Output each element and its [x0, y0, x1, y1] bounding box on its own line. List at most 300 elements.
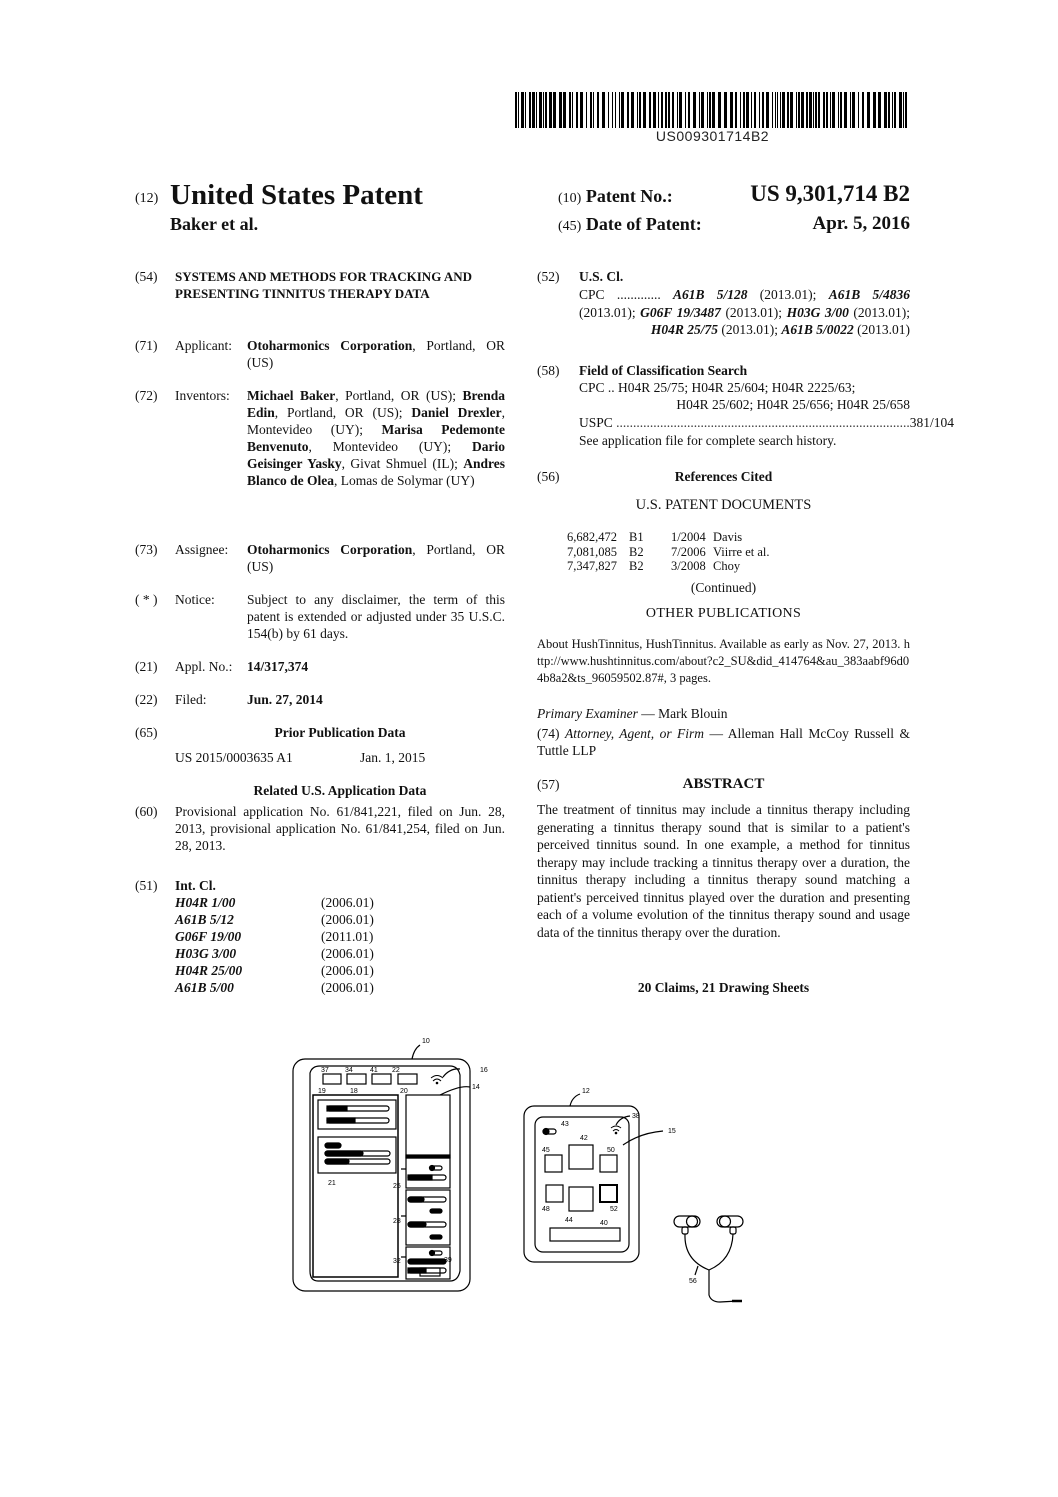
- appl-no-value: 14/317,374: [247, 659, 309, 674]
- field-label: Filed:: [175, 692, 207, 707]
- barcode-bar: [751, 92, 752, 128]
- field-code: (57): [537, 777, 560, 792]
- barcode-bar: [549, 92, 552, 128]
- continued-label: (Continued): [690, 580, 757, 595]
- int-cl-class: H04R 1/00: [175, 895, 236, 910]
- barcode-bar: [608, 92, 609, 128]
- patent-date-row: [558, 214, 910, 235]
- assignee-name: Otoharmonics Corporation: [247, 542, 413, 557]
- examiner-name: — Mark Blouin: [641, 706, 728, 721]
- barcode-bar: [801, 92, 804, 128]
- ref-numeral: 32: [393, 1258, 401, 1265]
- ref-name: Davis: [713, 530, 743, 544]
- int-cl-row: [175, 911, 475, 928]
- int-cl-class: H04R 25/00: [175, 963, 243, 978]
- field-applicant: [135, 337, 505, 371]
- barcode-bar: [892, 92, 893, 128]
- barcode-bar: [679, 92, 682, 128]
- barcode-bar: [724, 92, 727, 128]
- slider-fill: [408, 1268, 426, 1273]
- toggle: [430, 1235, 442, 1239]
- ref-numeral: 41: [370, 1067, 378, 1074]
- field-prior-pub: [135, 724, 505, 768]
- leader-line: [695, 1266, 698, 1275]
- patent-date-code: (45): [558, 219, 582, 234]
- int-cl-version: (2011.01): [321, 929, 374, 944]
- field-code: ( * ): [135, 592, 158, 607]
- barcode-bar: [712, 92, 715, 128]
- barcode-bar: [809, 92, 812, 128]
- barcode-bar: [830, 92, 831, 128]
- barcode-bar: [782, 92, 785, 128]
- us-docs-heading: U.S. PATENT DOCUMENTS: [635, 497, 812, 513]
- reference-row: [567, 544, 867, 559]
- int-cl-table: [175, 894, 475, 996]
- barcode-bar: [576, 92, 578, 128]
- ref-number: 7,081,085: [567, 544, 617, 559]
- barcode-bar: [665, 92, 667, 128]
- bar-40: [550, 1228, 620, 1241]
- representative-drawing: [280, 1025, 770, 1295]
- ref-kind: B2: [629, 544, 644, 559]
- barcode-bar: [597, 92, 599, 128]
- barcode-bar: [693, 92, 696, 128]
- inventor-name: Marisa Pedemonte Benvenuto: [247, 422, 505, 454]
- barcode-bar: [873, 92, 876, 128]
- field-code: (73): [135, 542, 158, 557]
- barcode-bar: [631, 92, 634, 128]
- field-code: (21): [135, 659, 158, 674]
- ref-date: 1/2004: [671, 530, 706, 544]
- other-publications-heading: OTHER PUBLICATIONS: [645, 606, 802, 621]
- icon-box-44: [569, 1187, 593, 1211]
- leader-line: [401, 1169, 406, 1257]
- references-heading: References Cited: [674, 469, 773, 484]
- ref-numeral: 56: [689, 1278, 697, 1285]
- barcode-bar: [862, 92, 864, 128]
- applicant-name: Otoharmonics Corporation: [247, 338, 413, 353]
- ref-numeral: 48: [542, 1206, 550, 1213]
- inventor-location: , Portland, OR (US);: [274, 405, 403, 420]
- inventor-location: , Montevideo (UY);: [308, 439, 452, 454]
- barcode-bar: [743, 92, 745, 128]
- tablet-device: [293, 1038, 488, 1291]
- examiner-row: [537, 705, 910, 722]
- barcode-bar: [543, 92, 544, 128]
- tablet-button-22: [398, 1074, 417, 1084]
- barcode-bar: [615, 92, 616, 128]
- int-cl-class: G06F 19/00: [175, 929, 242, 944]
- field-inventors: [135, 387, 505, 523]
- field-code: (72): [135, 388, 158, 403]
- barcode-bar: [668, 92, 670, 128]
- field-label: Applicant:: [175, 338, 232, 353]
- slider-fill: [325, 1143, 341, 1148]
- cpc-version: (2013.01);: [759, 287, 817, 302]
- ref-numeral: 44: [565, 1217, 573, 1224]
- barcode-bar: [894, 92, 896, 128]
- cpc-version: (2013.01): [857, 322, 910, 337]
- ref-numeral: 20: [400, 1088, 408, 1095]
- field-code: (56): [537, 469, 560, 484]
- barcode-bar: [529, 92, 531, 128]
- cpc-class: A61B 5/0022: [781, 322, 854, 337]
- field-int-cl: [135, 877, 505, 997]
- barcode-bar: [532, 92, 535, 128]
- ref-numeral: 43: [561, 1121, 569, 1128]
- field-code: (54): [135, 269, 158, 284]
- int-cl-version: (2006.01): [321, 963, 374, 978]
- patent-date: Apr. 5, 2016: [812, 213, 910, 234]
- field-code: (60): [135, 804, 158, 819]
- assignee-value: [247, 541, 505, 575]
- ref-number: 6,682,472: [567, 530, 617, 544]
- cpc-class: A61B 5/4836: [828, 287, 910, 302]
- ref-numeral: 12: [582, 1088, 590, 1095]
- barcode-bar: [563, 92, 566, 128]
- barcode-bar: [735, 92, 737, 128]
- claims-summary: 20 Claims, 21 Drawing Sheets: [637, 980, 810, 995]
- field-code: (65): [135, 725, 158, 740]
- barcode-bar: [602, 92, 605, 128]
- barcode-bar: [766, 92, 769, 128]
- abstract-text: The treatment of tinnitus may include a tinnitus therapy including generating a tinnitus therapy sound that is similar to a patient's perceived tinnitus sound. In one example, a method for tinnitus therapy may include tracking a tinnitus therapy over a duration, the tinnitus therapy including a tinnitus therapy sound matching a patient's perceived tinnitus played over the duration and presenting each of a volume evolution of the tinnitus therapy sound and usage data of the tinnitus therapy over the duration.: [537, 802, 910, 940]
- barcode-bar: [746, 92, 749, 128]
- barcode-bar: [730, 92, 733, 128]
- slider-fill: [408, 1222, 426, 1227]
- notice-text: Subject to any disclaimer, the term of this patent is extended or adjusted under 35 U.S.C. 154(b) by 61 days.: [247, 592, 505, 641]
- barcode-bar: [677, 92, 678, 128]
- barcode-bar: [832, 92, 835, 128]
- ref-numeral: 34: [345, 1067, 353, 1074]
- field-code: (58): [537, 363, 560, 378]
- related-text: Provisional application No. 61/841,221, filed on Jun. 28, 2013, provisional application No. 61/841,254, filed on Jun. 28, 2013.: [175, 804, 505, 853]
- inventor-name: Brenda Edin: [247, 388, 505, 420]
- barcode-bar: [790, 92, 793, 128]
- barcode-bar: [850, 92, 851, 128]
- barcode-bar: [878, 92, 881, 128]
- invention-title: SYSTEMS AND METHODS FOR TRACKING AND PRESENTING TINNITUS THERAPY DATA: [175, 269, 473, 301]
- slider-fill: [408, 1259, 446, 1264]
- int-cl-row: [175, 979, 475, 996]
- barcode-bar: [826, 92, 828, 128]
- int-cl-version: (2006.01): [321, 895, 374, 910]
- field-code: (52): [537, 269, 560, 284]
- inventor-location: , Montevideo (UY);: [247, 405, 505, 437]
- int-cl-row: [175, 945, 475, 962]
- inventor-name: Dario Geisinger Yasky: [247, 439, 505, 471]
- barcode-bar: [718, 92, 721, 128]
- ref-numeral: 19: [318, 1088, 326, 1095]
- ref-numeral: 18: [350, 1088, 358, 1095]
- prior-pub-heading: Prior Publication Data: [274, 725, 406, 740]
- earphone-cable: [709, 1270, 738, 1302]
- int-cl-version: (2006.01): [321, 912, 374, 927]
- inventor-name: Daniel Drexler: [411, 405, 502, 420]
- cpc-class: H03G 3/00: [786, 304, 849, 320]
- barcode-bar: [621, 92, 624, 128]
- barcode-bar: [840, 92, 842, 128]
- ref-date: 3/2008: [671, 559, 706, 573]
- applicant-location: , Portland, OR (US): [247, 338, 505, 370]
- barcode-bar: [905, 92, 907, 128]
- patent-number-label: Patent No.:: [585, 186, 673, 206]
- kind-code: (12): [135, 191, 159, 206]
- barcode-bar: [759, 92, 760, 128]
- uspc-label: USPC: [579, 415, 613, 430]
- slider-fill: [325, 1159, 349, 1164]
- icon-box-48: [546, 1185, 563, 1202]
- barcode-bar: [580, 92, 583, 128]
- barcode-bar: [515, 92, 517, 128]
- barcode-bar: [775, 92, 776, 128]
- wifi-icon: [611, 1126, 621, 1134]
- barcode-number: US009301714B2: [655, 128, 770, 144]
- barcode-bar: [709, 92, 711, 128]
- leader-line: [570, 1094, 580, 1106]
- barcode-bar: [815, 92, 817, 128]
- barcode-bar: [612, 92, 613, 128]
- barcode-bar: [661, 92, 663, 128]
- barcode-bar: [572, 92, 573, 128]
- barcode-bar: [536, 92, 537, 128]
- barcode-bar: [806, 92, 808, 128]
- barcode-bar: [639, 92, 641, 128]
- barcode-bar: [545, 92, 547, 128]
- field-code: (74): [537, 726, 560, 741]
- barcode-bar: [701, 92, 704, 128]
- tablet-button-37: [323, 1074, 341, 1084]
- us-cl-heading: U.S. Cl.: [579, 269, 624, 284]
- int-cl-class: A61B 5/12: [175, 912, 234, 927]
- us-docs-table: [567, 529, 867, 573]
- int-cl-class: A61B 5/00: [175, 980, 234, 995]
- reference-row: [567, 529, 867, 544]
- patent-number-code: (10): [558, 191, 582, 206]
- barcode-bar: [627, 92, 629, 128]
- wifi-icon: [431, 1076, 443, 1084]
- icon-box-50: [600, 1155, 617, 1172]
- barcode-bar: [899, 92, 902, 128]
- leader-line: [440, 1087, 470, 1095]
- barcode-bar: [787, 92, 789, 128]
- tablet-slider-box-19: [318, 1100, 396, 1129]
- field-code: (51): [135, 878, 158, 893]
- field-appl-no: [135, 658, 505, 675]
- barcode-bar: [798, 92, 800, 128]
- barcode-bar: [672, 92, 674, 128]
- barcode-bar: [844, 92, 847, 128]
- cpc-version: (2013.01);: [853, 304, 910, 320]
- icon-box-52: [600, 1185, 617, 1202]
- cpc-version: (2013.01);: [579, 304, 636, 320]
- barcode-bar: [903, 92, 904, 128]
- field-label: Assignee:: [175, 542, 229, 557]
- cpc-class: A61B 5/128: [672, 287, 748, 302]
- barcode-bar: [688, 92, 690, 128]
- ref-numeral: 22: [392, 1067, 400, 1074]
- field-related: [135, 803, 505, 855]
- patent-number-row: [558, 181, 910, 207]
- barcode-bar: [539, 92, 542, 128]
- ref-kind: B2: [629, 559, 644, 573]
- cpc-class: G06F 19/3487: [640, 304, 721, 320]
- us-cl-entries: CPC ............. A61B 5/128 (2013.01); A61B 5/4836 (2013.01); G06F 19/3487 (2013.01); H03G 3/00 (2013.01); H04R 25/75 (2013.01); A61B 5/0022 (2013.01): [579, 287, 910, 337]
- earphone-cable: [685, 1234, 733, 1270]
- examiner-label: Primary Examiner: [537, 706, 638, 721]
- handheld-device: [524, 1088, 676, 1262]
- slider-fill: [408, 1197, 424, 1202]
- cpc-class: H04R 25/75: [650, 322, 718, 337]
- barcode-bar: [685, 92, 686, 128]
- int-cl-class: H03G 3/00: [175, 946, 237, 961]
- cpc-label: CPC: [579, 380, 605, 395]
- field-code: (71): [135, 338, 158, 353]
- icon-box-45: [545, 1155, 562, 1172]
- patent-date-label: Date of Patent:: [585, 214, 702, 234]
- slider-fill: [327, 1106, 347, 1111]
- int-cl-row: [175, 928, 475, 945]
- barcode-bar: [858, 92, 859, 128]
- ref-numeral: 45: [542, 1147, 550, 1154]
- inventor-name: Andres Blanco de Olea: [247, 456, 505, 488]
- field-filed: [135, 691, 505, 708]
- field-search-cpc: CPC .. H04R 25/75; H04R 25/604; H04R 2225/63;: [579, 380, 856, 395]
- icon-box-42: [569, 1145, 593, 1169]
- tablet-right-panel-20: [406, 1095, 450, 1157]
- slider-fill: [325, 1151, 363, 1156]
- tablet-control-group-25: [406, 1158, 450, 1188]
- reference-row: [567, 558, 867, 573]
- ref-numeral: 16: [480, 1067, 488, 1074]
- field-assignee: [135, 541, 505, 575]
- cpc-version: (2013.01);: [725, 304, 783, 320]
- tablet-button-34: [347, 1074, 366, 1084]
- ref-number: 7,347,827: [567, 559, 617, 573]
- barcode-bar: [658, 92, 659, 128]
- assignee-location: , Portland, OR (US): [247, 542, 505, 574]
- int-cl-version: (2006.01): [321, 946, 374, 961]
- inventor-name: Michael Baker: [247, 388, 336, 403]
- toggle: [430, 1209, 442, 1213]
- field-label: Inventors:: [175, 388, 230, 403]
- barcode-bar: [867, 92, 870, 128]
- uspc-row: [579, 414, 955, 431]
- inventor-location: , Givat Shmuel (IL);: [341, 456, 458, 471]
- barcode-bar: [518, 92, 519, 128]
- authors: Baker et al.: [170, 214, 259, 234]
- slider-fill: [408, 1175, 432, 1180]
- field-code: (22): [135, 692, 158, 707]
- barcode-bar: [740, 92, 741, 128]
- other-publication-text: About HushTinnitus, HushTinnitus. Available as early as Nov. 27, 2013. http://www.hushtinnitus.com/about?c2_SU&did_414764&au_383aabf96d04b8a2&ts_96059502.87#, 3 pages.: [537, 637, 910, 685]
- earphones: [674, 1216, 743, 1302]
- cpc-line-2: H04R 25/602; H04R 25/656; H04R 25/658: [676, 397, 910, 412]
- ref-numeral: 37: [321, 1067, 329, 1074]
- barcode-bar: [590, 92, 592, 128]
- field-title: [135, 268, 505, 320]
- barcode-bar: [699, 92, 700, 128]
- int-cl-version: (2006.01): [321, 980, 374, 995]
- handheld-outer: [524, 1106, 639, 1262]
- field-notice: [135, 591, 505, 643]
- barcode-bar: [777, 92, 778, 128]
- applicant-value: [247, 337, 505, 371]
- ref-name: Viirre et al.: [713, 544, 770, 559]
- cpc-line-1: H04R 25/75; H04R 25/604; H04R 2225/63;: [618, 380, 856, 395]
- tablet-button-41: [372, 1074, 391, 1084]
- field-search-heading: Field of Classification Search: [579, 363, 748, 378]
- related-heading-row: [135, 782, 505, 799]
- ref-kind: B1: [629, 530, 644, 544]
- field-label: Notice:: [175, 592, 215, 607]
- inventors-list: [247, 387, 505, 489]
- ref-numeral: 28: [393, 1218, 401, 1225]
- barcode-bar: [780, 92, 781, 128]
- barcode-bar: [813, 92, 814, 128]
- ref-date: 7/2006: [671, 544, 706, 559]
- field-label: Appl. No.:: [175, 659, 233, 674]
- barcode-bar: [888, 92, 890, 128]
- cpc-version: (2013.01);: [721, 322, 778, 337]
- uspc-value: 381/104: [909, 415, 955, 430]
- barcode-bar: [593, 92, 594, 128]
- barcode-bar: [637, 92, 638, 128]
- barcode-bar: [525, 92, 526, 128]
- ref-numeral: 25: [393, 1183, 401, 1190]
- barcode-bar: [649, 92, 651, 128]
- ref-numeral: 39: [444, 1257, 452, 1264]
- attorney-name: — Alleman Hall McCoy Russell & Tuttle LLP: [537, 726, 910, 758]
- barcode-bar: [521, 92, 524, 128]
- barcode-bar: [884, 92, 887, 128]
- barcode-bar: [838, 92, 839, 128]
- attorney-label: Attorney, Agent, or Firm: [564, 726, 705, 741]
- barcode-bar: [823, 92, 825, 128]
- ref-name: Choy: [713, 559, 741, 573]
- barcode-bar: [653, 92, 656, 128]
- slider-fill: [327, 1118, 355, 1123]
- attorney-row: [537, 725, 910, 759]
- abstract-heading: ABSTRACT: [682, 776, 765, 792]
- ref-numeral: 14: [472, 1084, 480, 1091]
- ref-numeral: 40: [600, 1220, 608, 1227]
- ref-numeral: 50: [607, 1147, 615, 1154]
- barcode-bar: [772, 92, 773, 128]
- int-cl-heading: Int. Cl.: [175, 878, 216, 893]
- inventor-location: , Lomas de Solymar (UY): [334, 473, 475, 488]
- leader-line: [412, 1045, 420, 1059]
- ref-numeral: 15: [668, 1128, 676, 1135]
- barcode-bar: [818, 92, 820, 128]
- related-heading: Related U.S. Application Data: [253, 783, 427, 798]
- barcode-bar: [707, 92, 708, 128]
- ref-numeral: 21: [328, 1180, 336, 1187]
- barcode-bar: [619, 92, 620, 128]
- barcode-bar: [852, 92, 855, 128]
- inventor-location: , Portland, OR (US);: [335, 388, 456, 403]
- barcode-bar: [754, 92, 756, 128]
- ref-numeral: 42: [580, 1135, 588, 1142]
- ref-numeral: 38: [632, 1113, 640, 1120]
- barcode-bar: [559, 92, 562, 128]
- prior-pub-date: Jan. 1, 2015: [360, 750, 426, 765]
- barcode-bar: [762, 92, 764, 128]
- barcode-bar: [643, 92, 646, 128]
- dot-leader: .......................................................................................: [612, 415, 910, 430]
- barcode-bar: [586, 92, 587, 128]
- int-cl-row: [175, 962, 475, 979]
